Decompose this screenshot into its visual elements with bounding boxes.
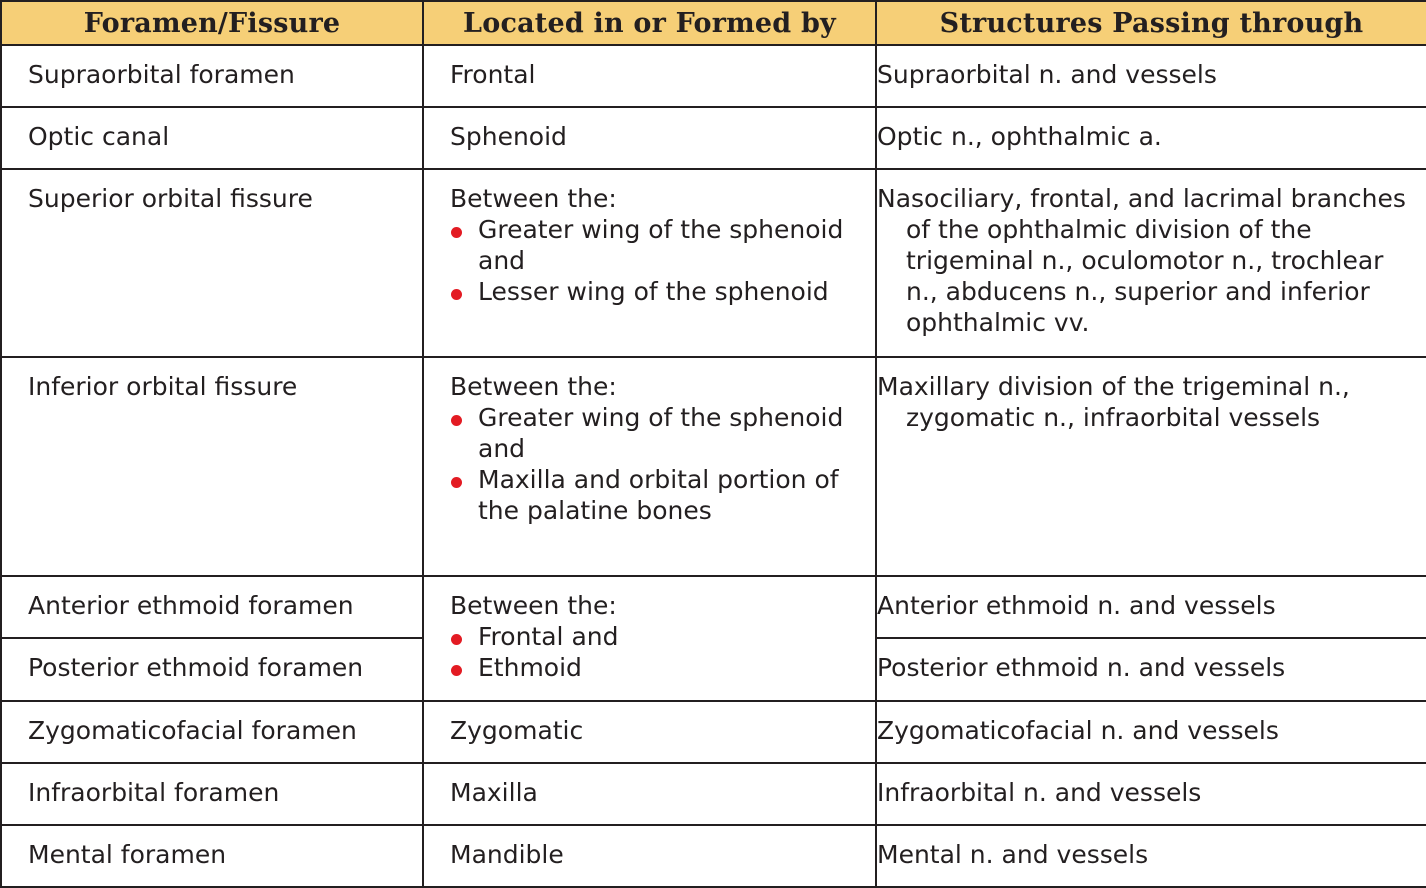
located-cell: Maxilla <box>423 763 876 825</box>
foramen-cell: Infraorbital foramen <box>1 763 423 825</box>
structures-cell: Mental n. and vessels <box>876 825 1426 887</box>
foramen-cell: Zygomaticofacial foramen <box>1 701 423 763</box>
bullet-item: Frontal and <box>450 621 865 652</box>
table-row <box>1 763 1426 825</box>
bullet-item: Greater wing of the sphenoid and <box>450 214 865 276</box>
located-intro: Between the: <box>450 591 617 621</box>
bullet-item: Ethmoid <box>450 652 865 683</box>
located-cell: Mandible <box>423 825 876 887</box>
located-cell <box>423 357 876 577</box>
header-row <box>1 1 1426 45</box>
structures-cell: Optic n., ophthalmic a. <box>876 107 1426 169</box>
table-row <box>1 576 1426 638</box>
located-list <box>450 621 865 683</box>
structures-cell: Zygomaticofacial n. and vessels <box>876 701 1426 763</box>
table-row <box>1 701 1426 763</box>
table-row <box>1 169 1426 356</box>
located-cell: Sphenoid <box>423 107 876 169</box>
located-intro: Between the: <box>450 184 617 214</box>
foramen-cell: Inferior orbital fissure <box>1 357 423 577</box>
structures-cell: Posterior ethmoid n. and vessels <box>876 638 1426 700</box>
structures-cell: Nasociliary, frontal, and lacrimal branches of the ophthalmic division of the trigeminal n., oculomotor n., trochlear n., abducens n., superior and inferior ophthalmic vv. <box>876 169 1426 356</box>
header-foramen: Foramen/Fissure <box>1 1 423 45</box>
structures-cell: Maxillary division of the trigeminal n., zygomatic n., infraorbital vessels <box>876 357 1426 577</box>
foramen-cell: Mental foramen <box>1 825 423 887</box>
table-row <box>1 45 1426 107</box>
table-row <box>1 357 1426 577</box>
header-structures: Structures Passing through <box>876 1 1426 45</box>
foramen-cell: Superior orbital fissure <box>1 169 423 356</box>
foramen-cell: Optic canal <box>1 107 423 169</box>
located-intro: Between the: <box>450 371 617 401</box>
bullet-item: Maxilla and orbital portion of the palatine bones <box>450 464 865 526</box>
table-row <box>1 825 1426 887</box>
foramen-cell: Posterior ethmoid foramen <box>1 638 423 700</box>
structures-cell: Anterior ethmoid n. and vessels <box>876 576 1426 638</box>
located-cell <box>423 576 876 700</box>
bullet-item: Lesser wing of the sphenoid <box>450 276 865 307</box>
table-row <box>1 107 1426 169</box>
header-located: Located in or Formed by <box>423 1 876 45</box>
structures-cell: Supraorbital n. and vessels <box>876 45 1426 107</box>
structures-cell: Infraorbital n. and vessels <box>876 763 1426 825</box>
located-cell <box>423 169 876 356</box>
located-list <box>450 402 865 526</box>
located-cell: Frontal <box>423 45 876 107</box>
bullet-item: Greater wing of the sphenoid and <box>450 402 865 464</box>
located-list <box>450 214 865 307</box>
foramen-cell: Supraorbital foramen <box>1 45 423 107</box>
foramen-cell: Anterior ethmoid foramen <box>1 576 423 638</box>
located-cell: Zygomatic <box>423 701 876 763</box>
